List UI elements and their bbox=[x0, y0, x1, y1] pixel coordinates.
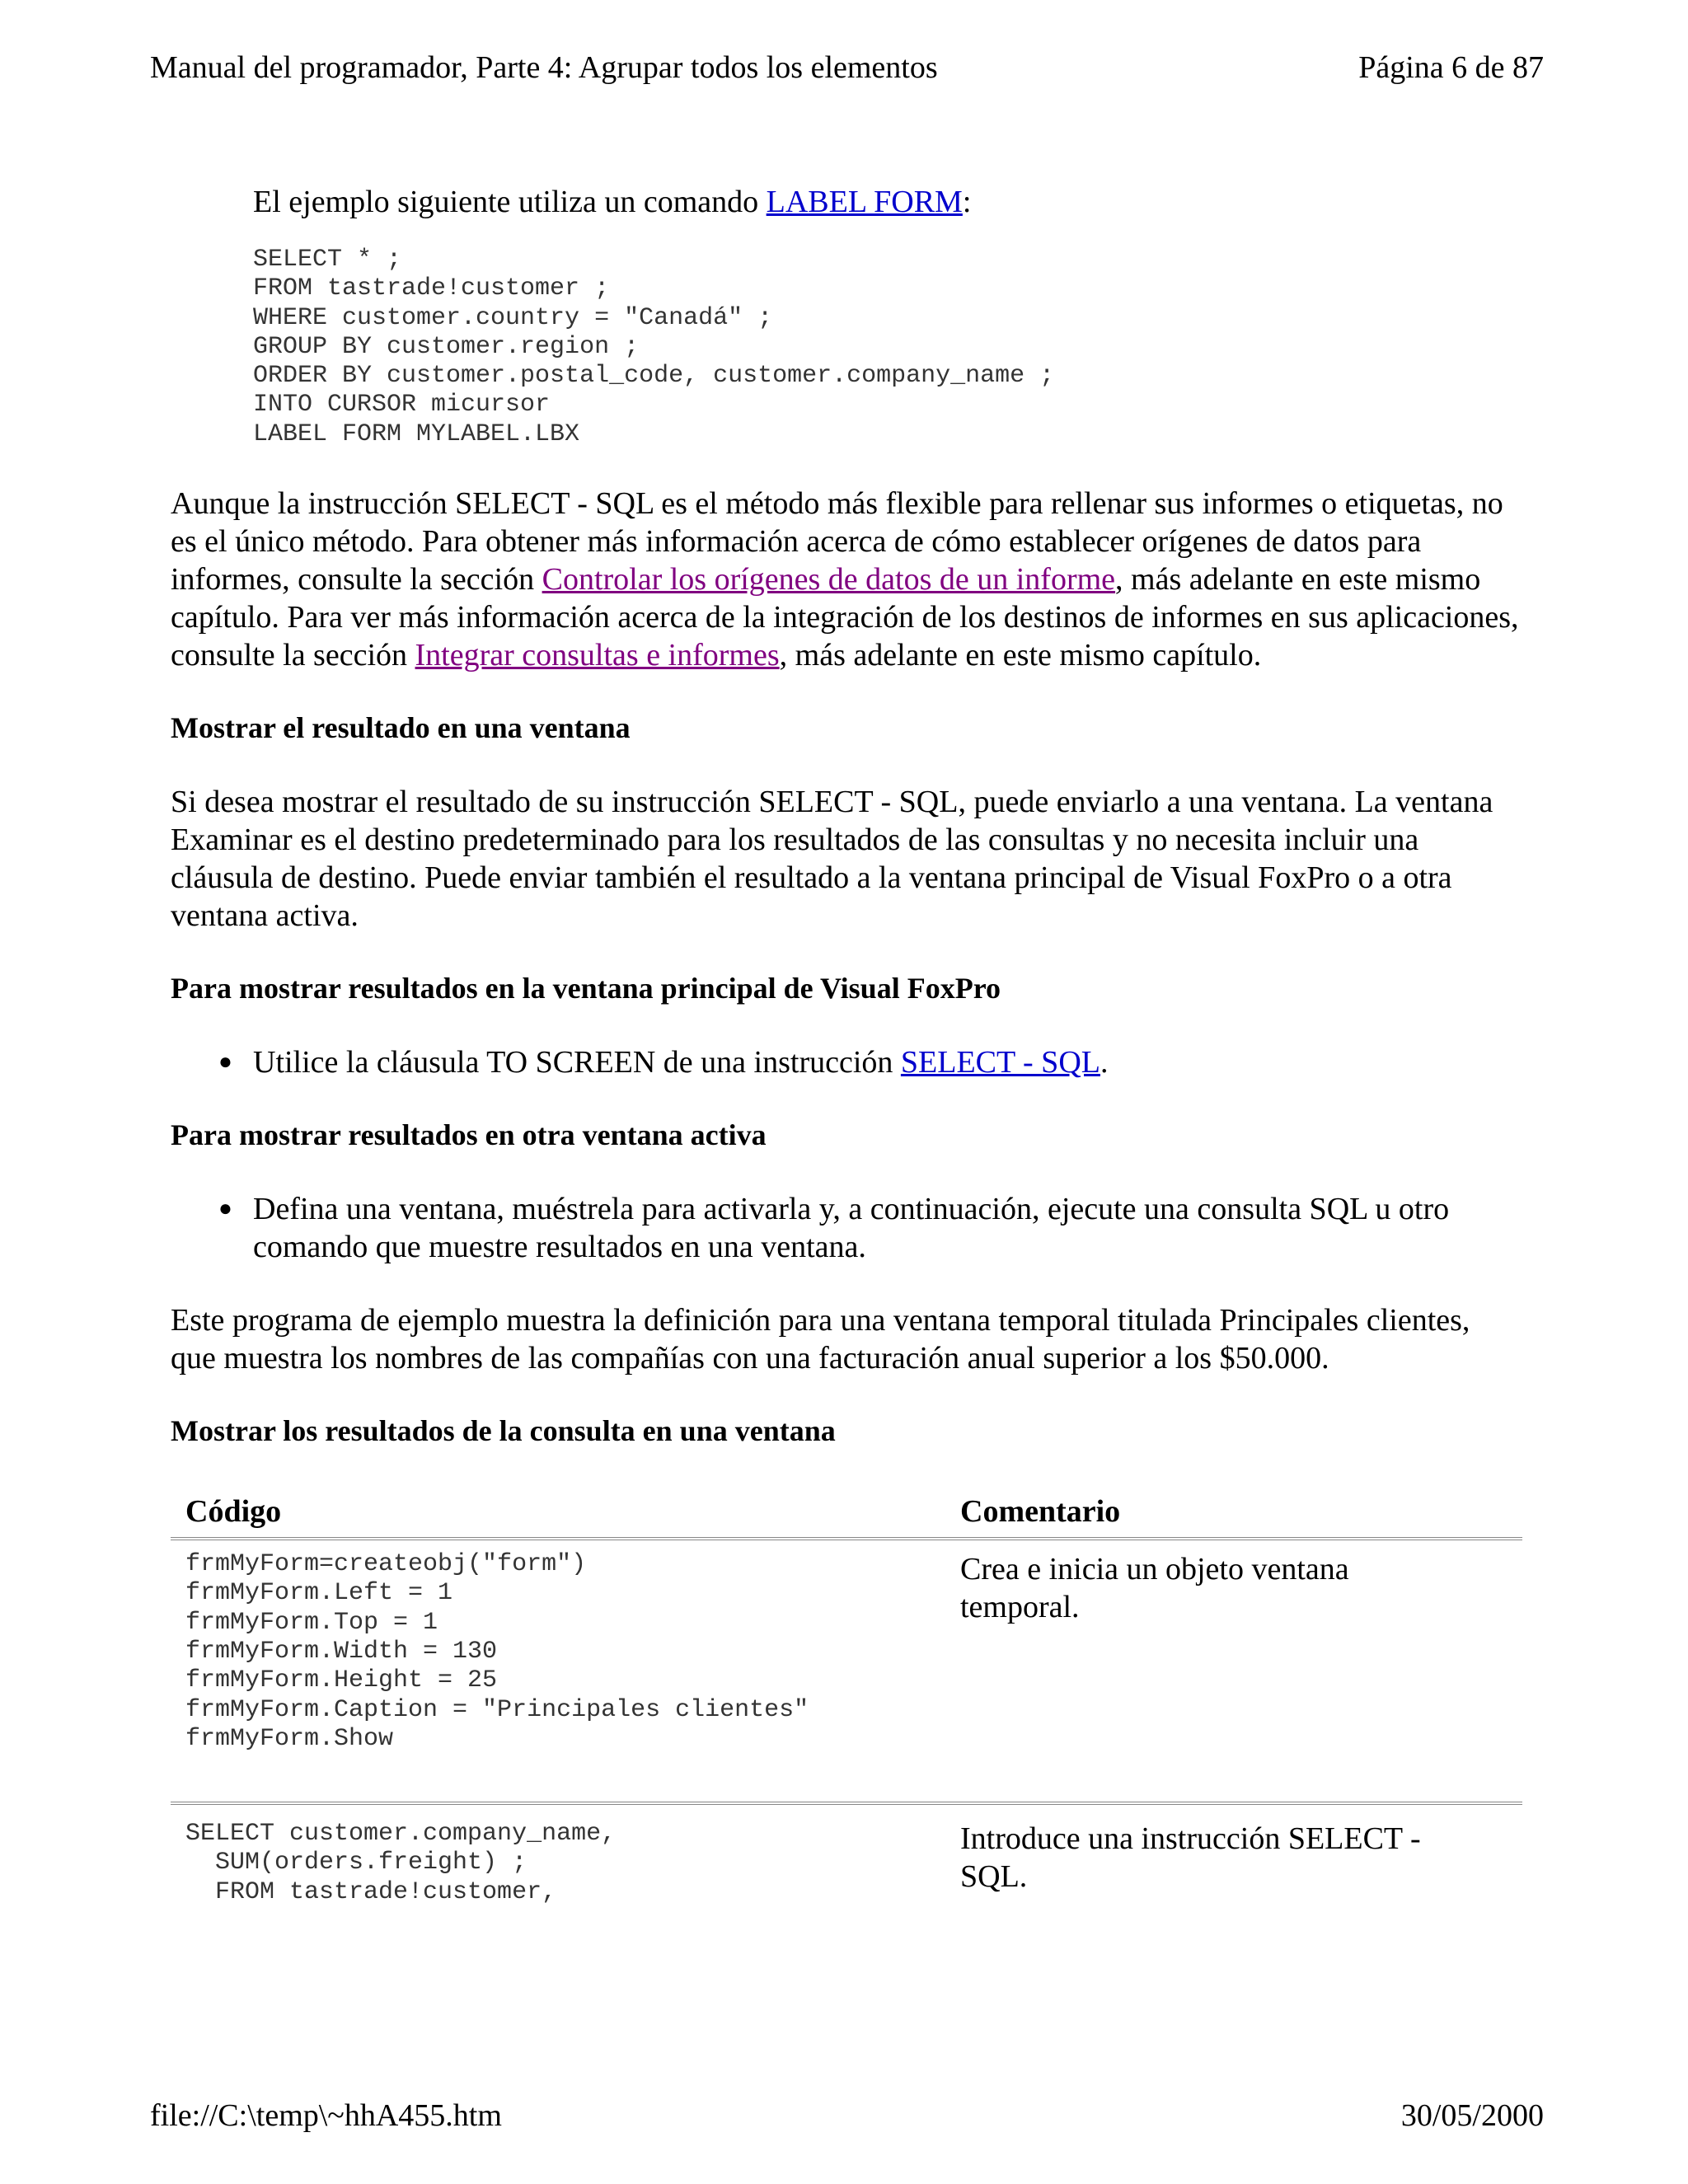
paragraph-programa-ejemplo: Este programa de ejemplo muestra la definición para una ventana temporal titulada Principales clientes, que muestra los nombres de las compañías con una facturación anual superior a los $50.000. bbox=[171, 1303, 1470, 1376]
footer-date: 30/05/2000 bbox=[1400, 2098, 1544, 2133]
table-header-row bbox=[171, 1493, 1522, 1539]
document-body bbox=[171, 183, 1522, 1907]
heading-otra-ventana: Para mostrar resultados en otra ventana activa bbox=[171, 1118, 767, 1152]
table-cell-comment: Introduce una instrucción SELECT - SQL. bbox=[960, 1821, 1421, 1895]
code-comment-table bbox=[171, 1493, 1522, 1907]
link-integrar-consultas[interactable]: Integrar consultas e informes bbox=[415, 638, 780, 673]
heading-mostrar-resultado: Mostrar el resultado en una ventana bbox=[171, 711, 631, 745]
table-cell-code: frmMyForm=createobj("form") frmMyForm.Left = 1 frmMyForm.Top = 1 frmMyForm.Width = 130 frmMyForm.Height = 25 frmMyForm.Caption = "Principales clientes" frmMyForm.Show bbox=[185, 1550, 809, 1753]
table-cell-code: SELECT customer.company_name, SUM(orders.freight) ; FROM tastrade!customer, bbox=[185, 1820, 617, 1906]
page-header bbox=[150, 49, 1544, 86]
table-row bbox=[171, 1539, 1522, 1803]
bullet-defina-ventana: ● Defina una ventana, muéstrela para activarla y, a continuación, ejecute una consulta SQL u otro comando que muestre resultados en una ventana. bbox=[218, 1192, 1450, 1265]
select-sql-link[interactable]: SELECT - SQL bbox=[900, 1045, 1100, 1080]
bullet-icon: ● bbox=[218, 1196, 232, 1222]
bullet-to-screen: ● Utilice la cláusula TO SCREEN de una instrucción SELECT - SQL. bbox=[218, 1045, 1109, 1080]
link-controlar-origenes[interactable]: Controlar los orígenes de datos de un informe bbox=[542, 562, 1116, 598]
heading-resultados-consulta: Mostrar los resultados de la consulta en una ventana bbox=[171, 1414, 836, 1448]
column-header-comentario: Comentario bbox=[960, 1494, 1121, 1530]
page-footer bbox=[150, 2097, 1544, 2134]
header-page-number: Página 6 de 87 bbox=[1358, 50, 1544, 85]
table-row bbox=[171, 1803, 1522, 1907]
column-header-codigo: Código bbox=[185, 1494, 282, 1530]
footer-file-path: file://C:\temp\~hhA455.htm bbox=[150, 2098, 502, 2133]
code-block-label-form: SELECT * ; FROM tastrade!customer ; WHERE customer.country = "Canadá" ; GROUP BY customer.region ; ORDER BY customer.postal_code, customer.company_name ; INTO CURSOR micursor LABEL FORM MYLABEL.LBX bbox=[253, 246, 1055, 448]
header-title: Manual del programador, Parte 4: Agrupar todos los elementos bbox=[150, 50, 938, 85]
paragraph-ventana: Si desea mostrar el resultado de su instrucción SELECT - SQL, puede enviarlo a una ventana. La ventana Examinar es el destino predeterminado para los resultados de las consultas y no necesita incluir una cláusula de destino. Puede enviar también el resultado a la ventana principal de Visual FoxPro o a otra ventana activa. bbox=[171, 785, 1493, 934]
intro-paragraph: El ejemplo siguiente utiliza un comando LABEL FORM: bbox=[253, 185, 972, 219]
bullet-icon: ● bbox=[218, 1049, 232, 1076]
table-cell-comment: Crea e inicia un objeto ventana temporal. bbox=[960, 1552, 1349, 1625]
heading-ventana-principal: Para mostrar resultados en la ventana principal de Visual FoxPro bbox=[171, 972, 1001, 1005]
paragraph-select-flexible: Aunque la instrucción SELECT - SQL es el método más flexible para rellenar sus informes o etiquetas, no es el único método. Para obtener más información acerca de cómo establecer orígenes de datos para informes, consulte la sección Controlar los orígenes de datos de un informe, más adelante en este mismo capítulo. Para ver más información acerca de la integración de los destinos de informes en sus aplicaciones, consulte la sección Integrar consultas e informes, más adelante en este mismo capítulo. bbox=[171, 486, 1519, 673]
label-form-link[interactable]: LABEL FORM bbox=[766, 185, 963, 219]
